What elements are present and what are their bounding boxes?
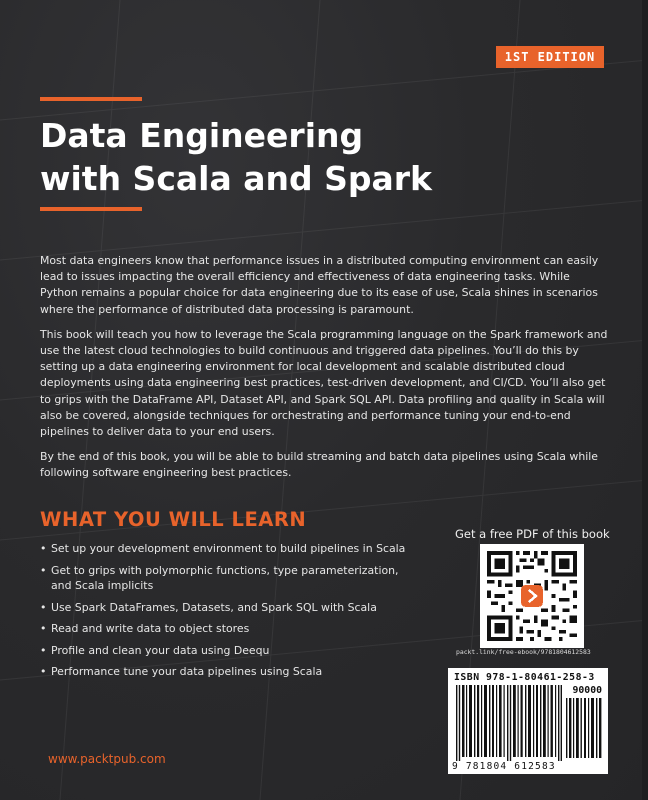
- list-item: • Use Spark DataFrames, Datasets, and Spark SQL with Scala: [40, 600, 410, 616]
- list-item: • Get to grips with polymorphic functions, type parameterization, and Scala implicits: [40, 563, 410, 594]
- free-pdf-label: Get a free PDF of this book: [455, 527, 610, 541]
- packt-logo-icon: [521, 585, 543, 607]
- spine-edge: [642, 0, 648, 800]
- description-paragraph-3: By the end of this book, you will be able to build streaming and batch data pipelines using Scala while following software engineering best practices.: [40, 450, 598, 480]
- qr-code[interactable]: [480, 544, 584, 648]
- list-item: • Read and write data to object stores: [40, 621, 410, 637]
- qr-code-icon: [480, 544, 584, 648]
- edition-badge: 1ST EDITION: [496, 46, 604, 68]
- description-paragraph-1: Most data engineers know that performance issues in a distributed computing environment can easily lead to issues impacting the overall efficiency and effectiveness of data engineering tasks. While Python remains a popular choice for data engineering due to its ease of use, Scala shines in scenarios where the performance of distributed data processing is paramount.: [40, 254, 599, 316]
- title-bottom-rule: [40, 207, 142, 211]
- title-top-rule: [40, 97, 142, 101]
- learn-list: [40, 541, 410, 686]
- title-line-1: Data Engineering: [40, 116, 364, 155]
- ean-digits: 9 781804 612583: [452, 761, 556, 772]
- book-title: [40, 114, 460, 200]
- price-code: 90000: [572, 685, 602, 696]
- isbn-text: ISBN 978-1-80461-258-3: [454, 672, 595, 683]
- learn-heading: WHAT YOU WILL LEARN: [40, 508, 307, 531]
- title-line-2: with Scala and Spark: [40, 159, 432, 198]
- book-description: [40, 253, 608, 491]
- free-pdf-link[interactable]: packt.link/free-ebook/9781804612583: [456, 648, 591, 656]
- list-item: • Performance tune your data pipelines using Scala: [40, 664, 410, 680]
- price-barcode-bars-icon: [566, 698, 602, 758]
- barcode-bars-icon: [456, 685, 562, 761]
- isbn-barcode: [448, 668, 608, 774]
- list-item: • Profile and clean your data using Deequ: [40, 643, 410, 659]
- list-item: • Set up your development environment to build pipelines in Scala: [40, 541, 410, 557]
- description-paragraph-2: This book will teach you how to leverage the Scala programming language on the Spark framework and use the latest cloud technologies to build continuous and triggered data pipelines. You’ll do this by setting up a data engineering environment for local development and scalable distributed cloud deployments using data engineering best practices, test-driven development, and CI/CD. You’ll also get to grips with the DataFrame API, Dataset API, and Spark SQL API. Data profiling and quality in Scala will also be covered, alongside techniques for orchestrating and performance tuning your end-to-end pipelines to deliver data to your end users.: [40, 327, 608, 439]
- publisher-website-link[interactable]: www.packtpub.com: [48, 752, 166, 766]
